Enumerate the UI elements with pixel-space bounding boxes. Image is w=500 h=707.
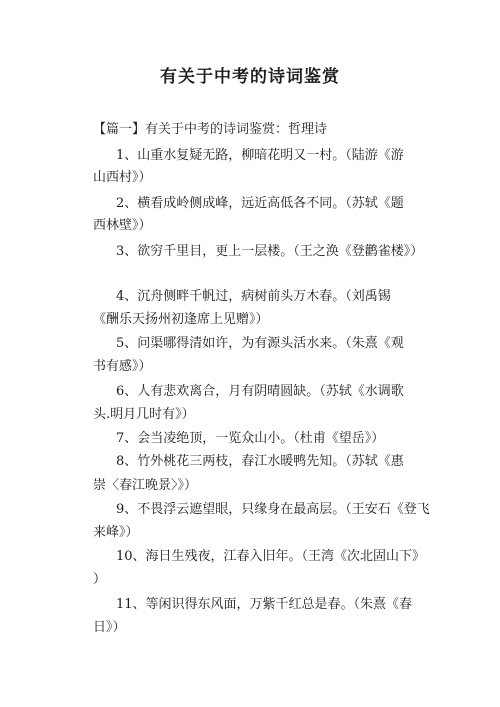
- section-heading: 【篇一】有关于中考的诗词鉴赏：哲理诗: [93, 122, 328, 137]
- poem-line-9: 9、不畏浮云遮望眼，只缘身在最高层。（王安石《登飞: [116, 502, 430, 517]
- poem-line-8-cont: 崇〈春江晚景〉》）: [93, 478, 198, 493]
- poem-line-2-cont: 西林壁》）: [93, 218, 152, 233]
- poem-line-5-cont: 书有感》）: [93, 359, 152, 374]
- poem-line-3: 3、欲穷千里目，更上一层楼。（王之涣《登鹳雀楼》）: [116, 244, 424, 259]
- poem-line-2: 2、横看成岭侧成峰，远近高低各不同。（苏轼《题: [116, 196, 404, 211]
- poem-line-5: 5、问渠哪得清如许，为有源头活水来。（朱熹《观: [116, 336, 404, 351]
- poem-line-8: 8、竹外桃花三两枝，春江水暖鸭先知。（苏轼《惠: [116, 454, 404, 469]
- poem-line-4: 4、沉舟侧畔千帆过，病树前头万木春。（刘禹锡: [116, 289, 391, 304]
- poem-line-6-cont: 头.明月几时有》）: [93, 407, 195, 422]
- poem-line-11: 11、等闲识得东风面，万紫千红总是春。（朱熹《春: [116, 597, 413, 612]
- poem-line-10: 10、海日生残夜，江春入旧年。（王湾《次北固山下》: [116, 549, 426, 564]
- poem-line-11-cont: 日》）: [93, 620, 126, 635]
- poem-line-9-cont: 来峰》）: [93, 525, 139, 540]
- poem-line-1: 1、山重水复疑无路，柳暗花明又一村。（陆游《游: [116, 148, 404, 163]
- poem-line-10-cont: ）: [93, 572, 107, 587]
- poem-line-1-cont: 山西村》）: [93, 170, 152, 185]
- document-title: 有关于中考的诗词鉴赏: [160, 67, 340, 87]
- poem-line-6: 6、人有悲欢离合，月有阴晴圆缺。（苏轼《水调歌: [116, 384, 404, 399]
- poem-line-4-cont: 《酬乐天扬州初逢席上见赠》）: [93, 312, 269, 327]
- poem-line-7: 7、会当凌绝顶，一览众山小。（杜甫《望岳》）: [116, 431, 385, 446]
